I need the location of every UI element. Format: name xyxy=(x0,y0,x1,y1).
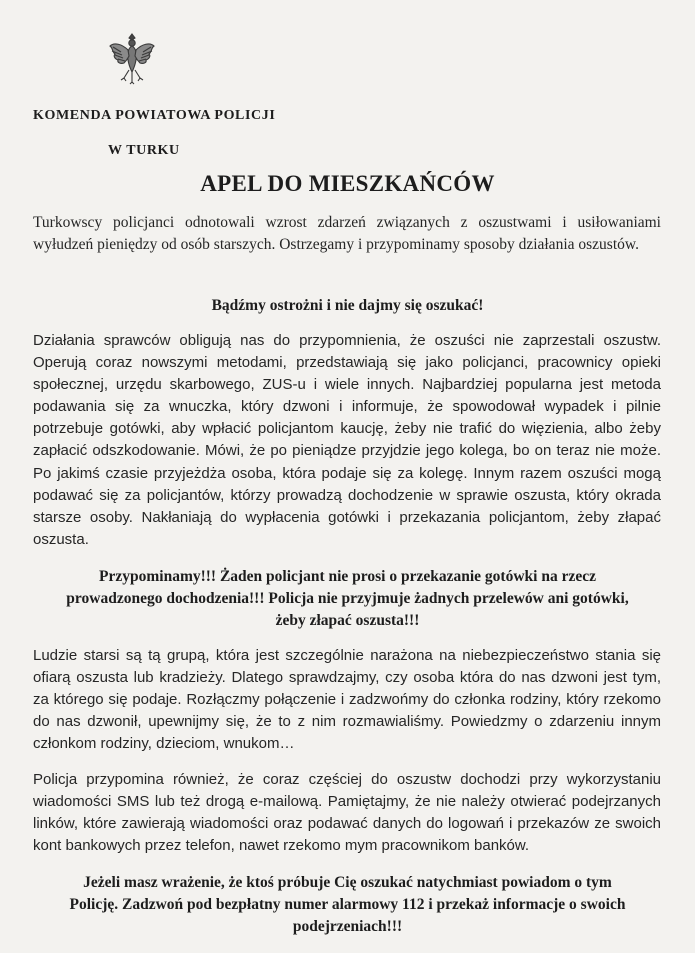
slogan-callout: Bądźmy ostrożni i nie dajmy się oszukać! xyxy=(211,297,484,314)
closing-callout: Jeżeli masz wrażenie, że ktoś próbuje Cię oszukać natychmiast powiadom o tym Policję. Zadzwoń pod bezpłatny numer alarmowy 112 i przekaż informacje o swoich podejrzeniach!!! xyxy=(69,874,626,935)
polish-eagle-emblem-icon xyxy=(107,30,157,86)
intro-paragraph: Turkowscy policjanci odnotowali wzrost zdarzeń związanych z oszustwami i usiłowaniami wyłudzeń pieniędzy od osób starszych. Ostrzegamy i przypominamy sposoby działania oszustów. xyxy=(33,214,661,254)
organization-name: KOMENDA POWIATOWA POLICJI xyxy=(33,108,276,123)
page-title: APEL DO MIESZKAŃCÓW xyxy=(200,171,495,196)
methods-paragraph: Działania sprawców obligują nas do przypomnienia, że oszuści nie zaprzestali oszustw. Operują coraz nowszymi metodami, przedstawiają się jako policjanci, pracownicy opieki społecznej, urzędu skarbowego, ZUS-u i wiele innych. Najbardziej popularna jest metoda podawania się za wnuczka, który dzwoni i informuje, że spowodował wypadek i pilnie potrzebuje gotówki, aby wpłacić policjantom kaucję, żeby nie trafić do więzienia, albo żeby zapłacić odszkodowanie. Mówi, że po pieniądze przyjdzie jego kolega, bo on teraz nie może. Po jakimś czasie przyjeżdża osoba, która podaje się za kolegę. Innym razem oszuści mogą podawać się za policjantów, którzy prowadzą dochodzenie w sprawie oszusta, który okrada starsze osoby. Nakłaniają do wypłacenia gotówki i przekazania policjantom, żeby złapać oszusta. xyxy=(33,332,661,548)
organization-city: W TURKU xyxy=(108,143,180,158)
reminder-callout: Przypominamy!!! Żaden policjant nie prosi o przekazanie gotówki na rzecz prowadzonego dochodzenia!!! Policja nie przyjmuje żadnych przelewów ani gotówki, żeby złapać oszusta!!! xyxy=(66,568,629,629)
sms-paragraph: Policja przypomina również, że coraz częściej do oszustw dochodzi przy wykorzystaniu wiadomości SMS lub też drogą e-mailową. Pamiętajmy, że nie należy otwierać podejrzanych linków, które zawierają wiadomości oraz podawać danych do logowań i przekazów ze swoich kont bankowych przez telefon, nawet rzekomo mym pracownikom banków. xyxy=(33,771,661,855)
elderly-paragraph: Ludzie starsi są tą grupą, która jest szczególnie narażona na niebezpieczeństwo stania się ofiarą oszusta lub kradzieży. Dlatego sprawdzajmy, czy osoba która do nas dzwoni jest tym, za którego się podaje. Rozłączmy połączenie i zadzwońmy do członka rodziny, który rzekomo do nas dzwonił, upewnijmy się, że to z nim rozmawialiśmy. Powiedzmy o zdarzeniu innym członkom rodziny, dzieciom, wnukom… xyxy=(33,647,661,753)
